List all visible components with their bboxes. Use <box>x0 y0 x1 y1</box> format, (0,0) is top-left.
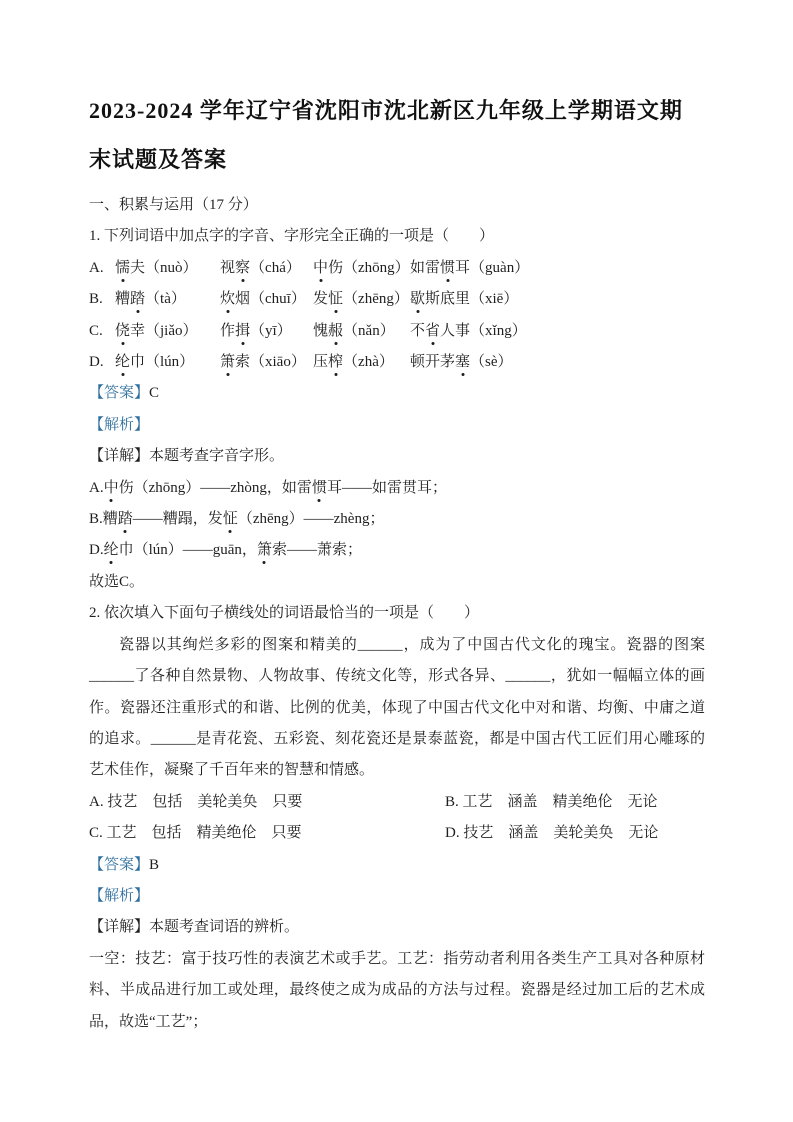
option-term: 糟踏（tà） <box>115 291 186 308</box>
q1-stem: 1. 下列词语中加点字的字音、字形完全正确的一项是（ ） <box>89 228 495 245</box>
q2-detail-line <box>89 912 705 943</box>
option-text: 工艺 涵盖 精美绝伦 无论 <box>462 793 658 810</box>
option-term: 纶巾（lún） <box>115 354 195 371</box>
q1-option-row-c <box>89 316 705 347</box>
q1-detail-a: A.中伤（zhōng）——zhòng，如雷惯耳——如雷贯耳； <box>89 479 447 496</box>
option-term: 作揖（yī） <box>220 322 292 339</box>
q2-option-d <box>445 818 705 849</box>
option-term: 炊烟（chuī） <box>220 291 306 308</box>
answer-label: 【答案】 <box>89 856 150 873</box>
option-label: D. <box>89 354 104 371</box>
option-term: 中伤（zhōng） <box>313 259 410 276</box>
option-text: 技艺 涵盖 美轮美奂 无论 <box>463 825 659 842</box>
q2-detail-intro: 本题考查词语的辨析。 <box>149 919 300 936</box>
detail-label: 【详解】 <box>89 448 150 465</box>
q1-answer-value: C <box>149 385 160 402</box>
option-label: C. <box>89 322 103 339</box>
section-heading: 一、积累与运用（17 分） <box>89 197 258 213</box>
option-label: B. <box>89 291 103 308</box>
q2-explanation <box>89 944 705 1038</box>
option-term: 不省人事（xǐng） <box>410 322 527 339</box>
document-title: 2023-2024 学年辽宁省沈阳市沈北新区九年级上学期语文期末试题及答案 <box>89 98 683 172</box>
q1-detail-d: D.纶巾（lún）——guān，箫索——萧索； <box>89 542 362 559</box>
q1-detail-intro: 本题考查字音字形。 <box>149 448 285 465</box>
option-label: A. <box>89 259 104 276</box>
explain-line: 品，故选“工艺”； <box>89 1013 208 1030</box>
q1-detail-line <box>89 441 705 472</box>
option-term: 侥幸（jiǎo） <box>115 322 198 339</box>
answer-label: 【答案】 <box>89 385 150 402</box>
q2-option-c <box>89 818 445 849</box>
passage-line: ______了各种自然景物、人物故事、传统文化等，形式各异、______，犹如一幅幅立体的画 <box>89 668 705 685</box>
q2-options <box>89 787 705 850</box>
option-term: 压榨（zhà） <box>313 354 394 371</box>
q2-option-b <box>445 787 705 818</box>
option-label: D. <box>445 825 460 842</box>
q2-analysis-line <box>89 881 705 912</box>
q1-detail-conclusion: 故选C。 <box>89 573 145 590</box>
option-term: 懦夫（nuò） <box>115 259 198 276</box>
option-term: 顿开茅塞（sè） <box>410 354 513 371</box>
option-label: A. <box>89 793 104 810</box>
passage-line: 作。瓷器还注重形式的和谐、比例的优美，体现了中国古代文化中对和谐、均衡、中庸之道 <box>89 699 705 716</box>
q1-option-row-a <box>89 253 705 284</box>
option-text: 工艺 包括 精美绝伦 只要 <box>106 825 302 842</box>
analysis-label: 【解析】 <box>89 416 150 433</box>
analysis-label: 【解析】 <box>89 887 150 904</box>
option-label: B. <box>445 793 459 810</box>
option-term: 愧赧（nǎn） <box>313 322 395 339</box>
explain-line: 料、半成品进行加工或处理，最终使之成为成品的方法与过程。瓷器是经过加工后的艺术成 <box>89 982 705 999</box>
q1-detail-b: B.糟踏——糟蹋，发怔（zhēng）——zhèng； <box>89 511 385 528</box>
q1-analysis-line <box>89 410 705 441</box>
option-term: 如雷惯耳（guàn） <box>410 259 530 276</box>
q2-answer-value: B <box>149 856 160 873</box>
detail-label: 【详解】 <box>89 919 150 936</box>
q1-option-row-d <box>89 347 705 378</box>
q1-answer-line <box>89 378 705 409</box>
q2-passage <box>89 630 705 787</box>
passage-line: 艺术佳作，凝聚了千百年来的智慧和情感。 <box>89 762 375 779</box>
q2-answer-line <box>89 850 705 881</box>
option-term: 发怔（zhēng） <box>313 291 409 308</box>
option-term: 视察（chá） <box>220 259 301 276</box>
q2-stem: 2. 依次填入下面句子横线处的词语最恰当的一项是（ ） <box>89 605 480 622</box>
option-term: 箫索（xiāo） <box>220 354 306 371</box>
option-label: C. <box>89 825 103 842</box>
explain-line: 一空：技艺：富于技巧性的表演艺术或手艺。工艺：指劳动者利用各类生产工具对各种原材 <box>89 950 705 967</box>
q1-options <box>89 253 705 379</box>
q1-option-row-b <box>89 284 705 315</box>
q2-option-a <box>89 787 445 818</box>
option-text: 技艺 包括 美轮美奂 只要 <box>107 793 303 810</box>
passage-line: 的追求。______是青花瓷、五彩瓷、刻花瓷还是景泰蓝瓷，都是中国古代工匠们用心雕琢的 <box>89 730 705 747</box>
passage-line: 瓷器以其绚烂多彩的图案和精美的______，成为了中国古代文化的瑰宝。瓷器的图案 <box>119 636 705 653</box>
option-term: 歇斯底里（xiē） <box>410 291 519 308</box>
